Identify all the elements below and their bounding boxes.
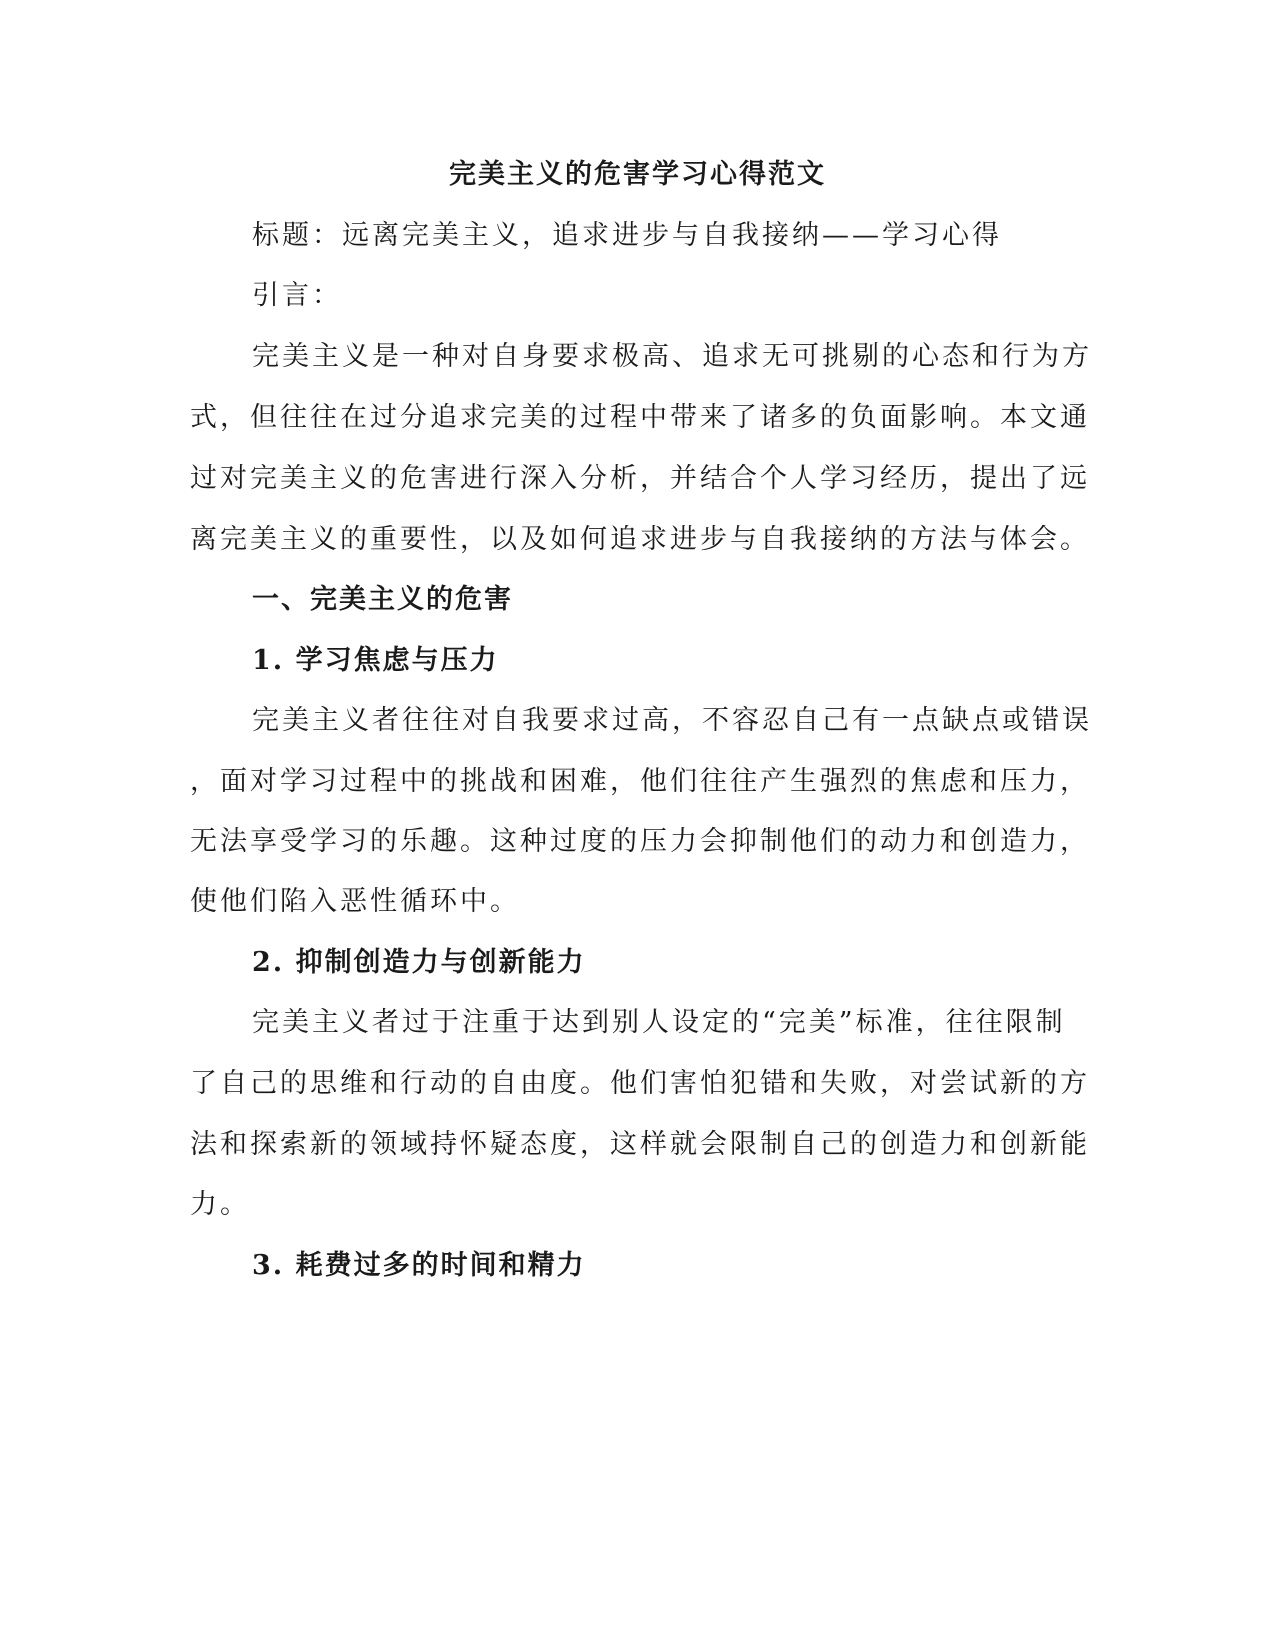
intro-line-2: 式，但往往在过分追求完美的过程中带来了诸多的负面影响。本文通 (190, 402, 1090, 433)
subsection-heading-2: 2. 抑制创造力与创新能力 (252, 947, 586, 978)
intro-line-3: 过对完美主义的危害进行深入分析，并结合个人学习经历，提出了远 (190, 463, 1090, 494)
sub2-line-3: 法和探索新的领域持怀疑态度，这样就会限制自己的创造力和创新能 (190, 1129, 1090, 1160)
document-subtitle: 标题：远离完美主义，追求进步与自我接纳——学习心得 (252, 220, 1002, 251)
sub1-line-4: 使他们陷入恶性循环中。 (190, 886, 520, 917)
sub1-line-2: ，面对学习过程中的挑战和困难，他们往往产生强烈的焦虑和压力， (190, 766, 1090, 797)
sub2-line-1: 完美主义者过于注重于达到别人设定的“完美”标准，往往限制 (252, 1007, 1066, 1038)
intro-label: 引言： (252, 280, 342, 311)
intro-line-1: 完美主义是一种对自身要求极高、追求无可挑剔的心态和行为方 (252, 341, 1092, 372)
intro-line-4: 离完美主义的重要性，以及如何追求进步与自我接纳的方法与体会。 (190, 524, 1090, 555)
sub1-line-1: 完美主义者往往对自我要求过高，不容忍自己有一点缺点或错误 (252, 705, 1092, 736)
section-heading-1: 一、完美主义的危害 (252, 584, 513, 615)
document-title: 完美主义的危害学习心得范文 (449, 159, 826, 190)
subsection-heading-1: 1. 学习焦虑与压力 (252, 645, 499, 676)
sub2-line-2: 了自己的思维和行动的自由度。他们害怕犯错和失败，对尝试新的方 (190, 1068, 1090, 1099)
subsection-heading-3: 3. 耗费过多的时间和精力 (252, 1250, 586, 1281)
sub1-line-3: 无法享受学习的乐趣。这种过度的压力会抑制他们的动力和创造力， (190, 826, 1090, 857)
sub2-line-4: 力。 (190, 1189, 250, 1220)
